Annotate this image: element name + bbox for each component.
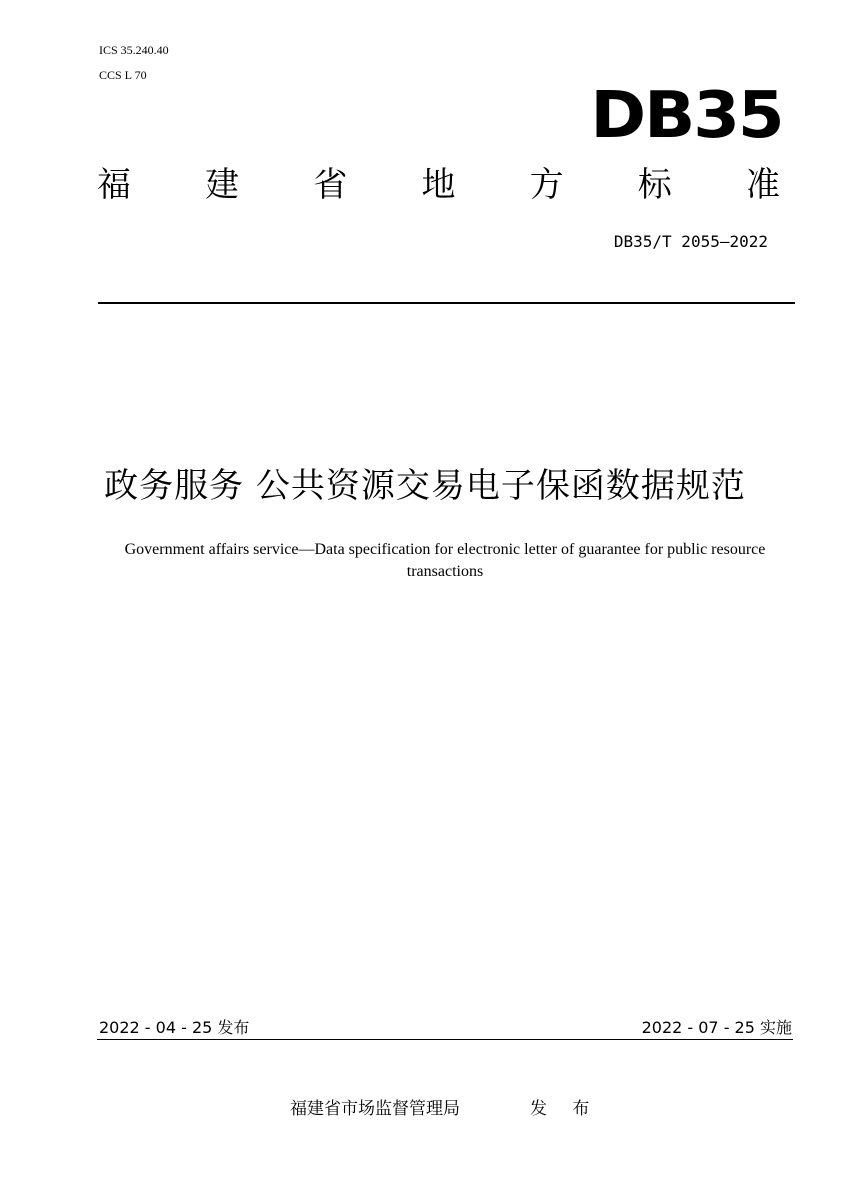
- document-title-en: Government affairs service—Data specification for electronic letter of guarantee for public resource transactions: [124, 541, 766, 580]
- publisher-name: 福建省市场监督管理局: [290, 1099, 460, 1119]
- top-divider: [98, 302, 795, 304]
- bottom-divider: [97, 1039, 793, 1040]
- ccs-code: CCS L 70: [99, 68, 147, 82]
- ics-code: ICS 35.240.40: [99, 43, 169, 57]
- document-title-zh: 政务服务 公共资源交易电子保函数据规范: [104, 466, 746, 506]
- implementation-date: 2022 - 07 - 25 实施: [641, 1018, 792, 1037]
- standard-type-char: 福: [97, 165, 131, 205]
- standard-type-char: 建: [205, 165, 240, 205]
- db35-logo: DB35: [590, 79, 783, 153]
- standard-type-char: 方: [529, 165, 564, 205]
- issue-date: 2022 - 04 - 25 发布: [99, 1018, 250, 1037]
- standard-type-heading: [97, 163, 780, 207]
- publish-label: 发 布: [530, 1099, 600, 1119]
- standard-type-char: 标: [637, 165, 672, 205]
- standard-type-char: 省: [313, 165, 348, 205]
- standard-type-char: 准: [745, 165, 780, 205]
- standard-type-char: 地: [421, 165, 456, 205]
- standard-code: DB35/T 2055—2022: [613, 232, 768, 251]
